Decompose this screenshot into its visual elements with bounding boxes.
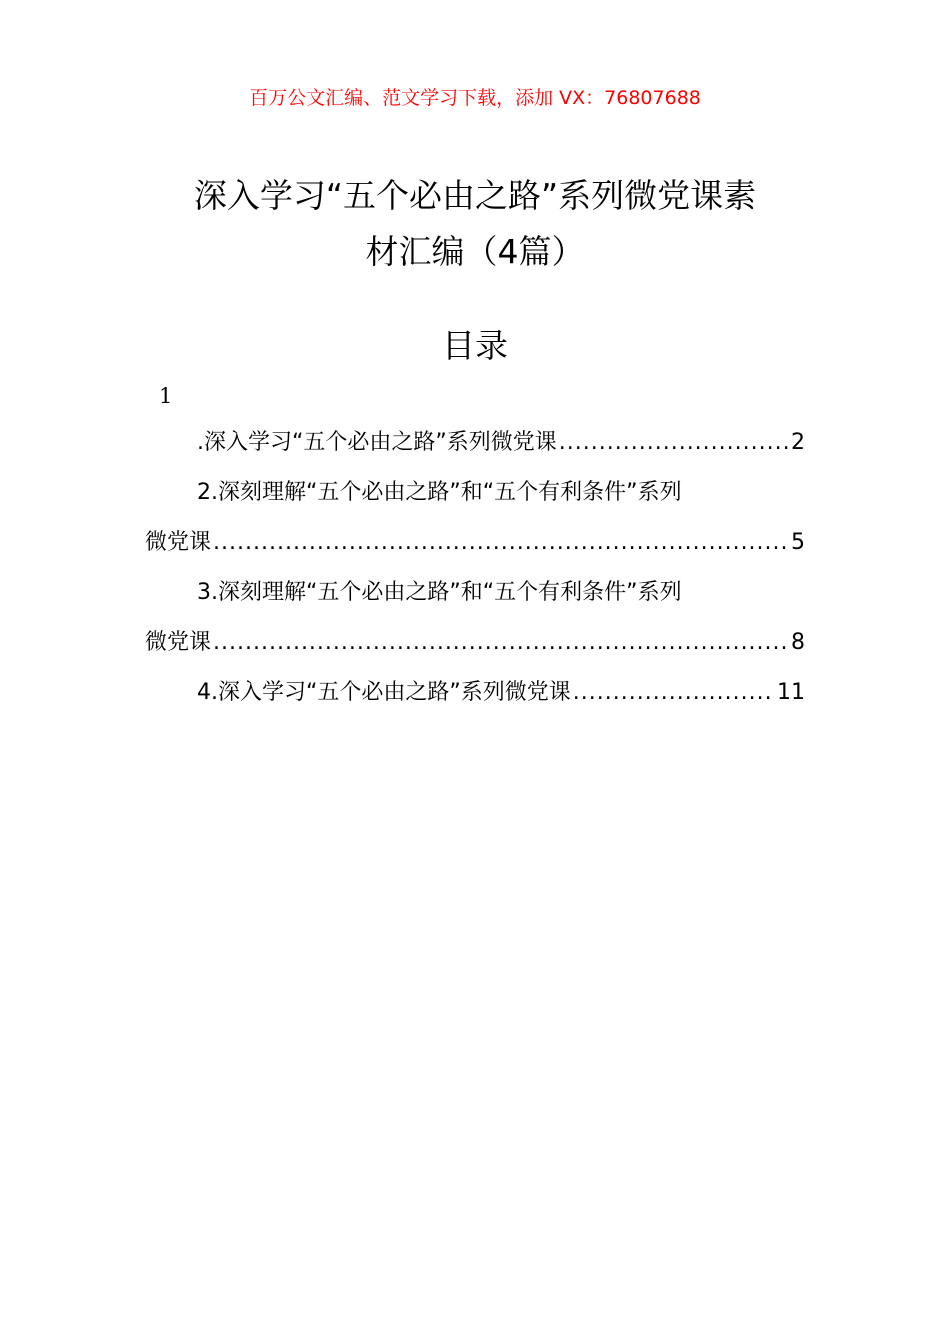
toc-entry-1[interactable] (145, 418, 805, 468)
toc-dot-leader (213, 618, 789, 668)
toc-page-number: 5 (791, 530, 805, 555)
toc-entry-title: .深入学习“五个必由之路”系列微党课 (197, 430, 557, 455)
toc-entry-line (145, 418, 805, 468)
toc-page-number: 11 (777, 680, 805, 705)
toc-entry-continuation (145, 518, 805, 568)
toc-entry-continuation (145, 618, 805, 668)
document-title (130, 168, 820, 280)
document-title-line-1: 深入学习“五个必由之路”系列微党课素 (193, 176, 757, 215)
toc-entry-line (145, 668, 805, 718)
toc-heading: 目录 (442, 326, 508, 365)
toc-entry-title: 2.深刻理解“五个必由之路”和“五个有利条件”系列 (197, 480, 682, 505)
toc-entry-line (145, 468, 805, 518)
toc-entry-3[interactable] (145, 568, 805, 668)
document-title-line-2: 材汇编（4篇） (365, 232, 585, 271)
toc-entry-title: 4.深入学习“五个必由之路”系列微党课 (197, 680, 571, 705)
toc-dot-leader (213, 518, 789, 568)
header-watermark-note: 百万公文汇编、范文学习下载，添加 VX：76807688 (249, 87, 701, 109)
toc-entry-title-continued: 微党课 (145, 630, 212, 655)
toc-entry-title-continued: 微党课 (145, 530, 212, 555)
toc-entry-title: 3.深刻理解“五个必由之路”和“五个有利条件”系列 (197, 580, 682, 605)
toc-dot-leader (573, 668, 775, 718)
toc-entry-2[interactable] (145, 468, 805, 568)
toc-page-number: 8 (791, 630, 805, 655)
toc-dot-leader (559, 418, 789, 468)
table-of-contents (145, 418, 805, 718)
toc-entry-line (145, 568, 805, 618)
toc-page-number: 2 (791, 430, 805, 455)
toc-entry-4[interactable] (145, 668, 805, 718)
toc-marker: 1 (159, 384, 173, 408)
